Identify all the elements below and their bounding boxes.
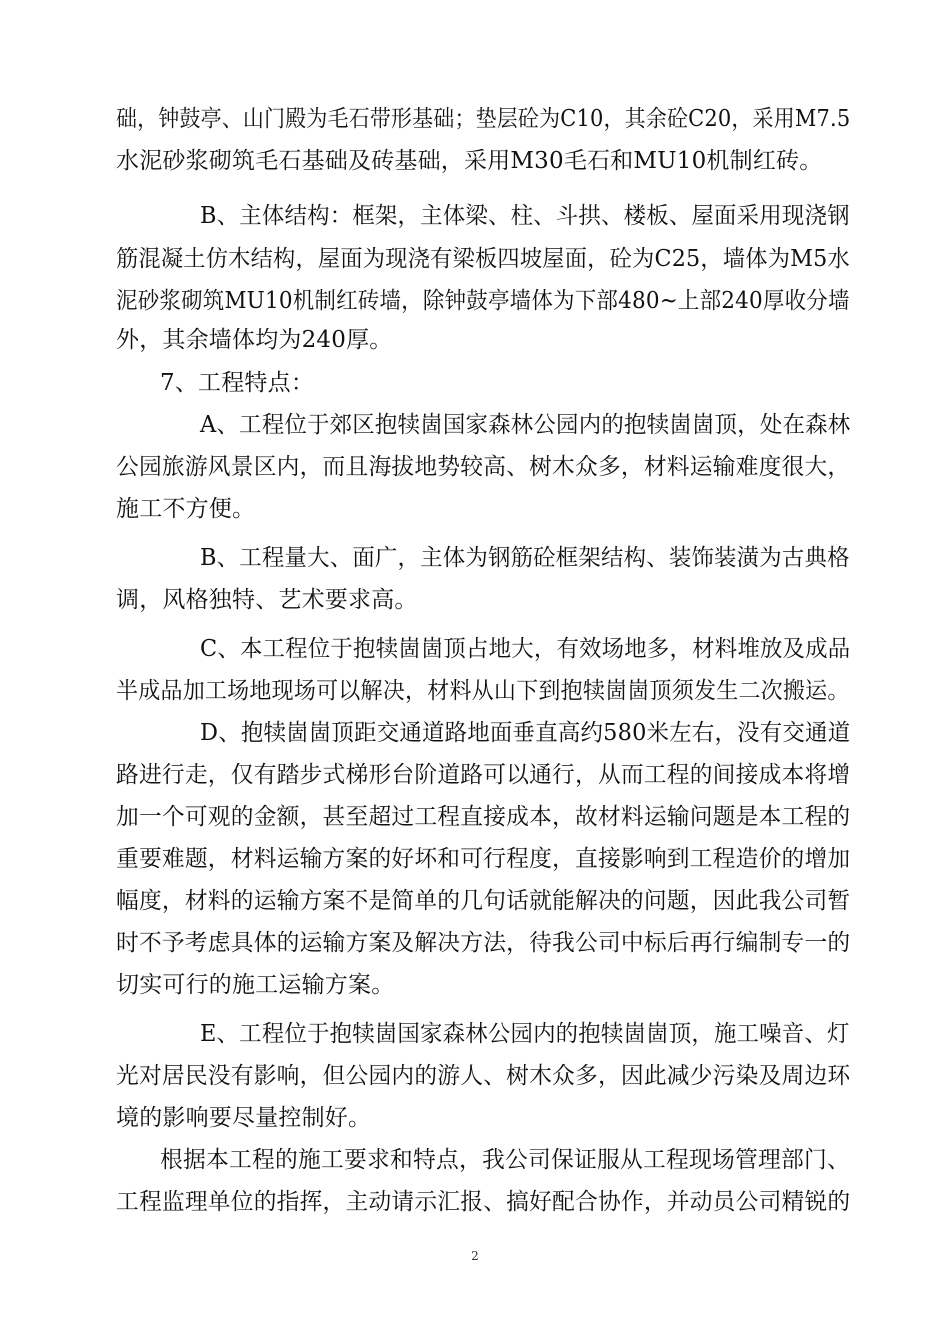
text-line: 光对居民没有影响，但公园内的游人、树木众多，因此减少污染及周边环 (116, 1063, 851, 1089)
text-line: C、本工程位于抱犊崮崮顶占地大，有效场地多，材料堆放及成品 (200, 636, 851, 662)
text-line: E、工程位于抱犊崮国家森林公园内的抱犊崮崮顶，施工噪音、灯 (200, 1021, 850, 1047)
text-line: 加一个可观的金额，甚至超过工程直接成本，故材料运输问题是本工程的 (116, 804, 851, 830)
text-line: A、工程位于郊区抱犊崮国家森林公园内的抱犊崮崮顶，处在森林 (200, 412, 851, 438)
text-line: 公园旅游风景区内，而且海拔地势较高、树木众多，材料运输难度很大， (116, 454, 851, 480)
text-line: 水泥砂浆砌筑毛石基础及砖基础，采用M30毛石和MU10机制红砖。 (116, 148, 823, 174)
section-heading: 7、工程特点： (160, 370, 315, 396)
text-line: 施工不方便。 (116, 496, 256, 522)
text-line: 根据本工程的施工要求和特点，我公司保证服从工程现场管理部门、 (160, 1147, 851, 1173)
text-line: 境的影响要尽量控制好。 (116, 1105, 372, 1131)
text-line: B、工程量大、面广，主体为钢筋砼框架结构、装饰装潢为古典格 (200, 545, 850, 571)
text-line: 重要难题，材料运输方案的好坏和可行程度，直接影响到工程造价的增加 (116, 846, 851, 872)
text-line: 外，其余墙体均为240厚。 (116, 327, 393, 353)
text-line: 幅度，材料的运输方案不是简单的几句话就能解决的问题，因此我公司暂 (116, 888, 851, 914)
page-number: 2 (471, 1249, 479, 1263)
text-line: 调，风格独特、艺术要求高。 (116, 587, 418, 613)
text-line: 切实可行的施工运输方案。 (116, 972, 395, 998)
text-line: B、主体结构：框架，主体梁、柱、斗拱、楼板、屋面采用现浇钢 (200, 203, 850, 229)
text-line: 路进行走，仅有踏步式梯形台阶道路可以通行，从而工程的间接成本将增 (116, 762, 851, 788)
text-line: 半成品加工场地现场可以解决，材料从山下到抱犊崮崮顶须发生二次搬运。 (116, 678, 850, 704)
text-line: 工程监理单位的指挥，主动请示汇报、搞好配合协作，并动员公司精锐的 (116, 1189, 851, 1215)
text-line: 时不予考虑具体的运输方案及解决方法，待我公司中标后再行编制专一的 (116, 930, 851, 956)
text-line: 础，钟鼓亭、山门殿为毛石带形基础；垫层砼为C10，其余砼C20，采用M7.5 (116, 106, 851, 132)
text-line: D、抱犊崮崮顶距交通道路地面垂直高约580米左右，没有交通道 (200, 720, 851, 746)
text-line: 筋混凝土仿木结构，屋面为现浇有梁板四坡屋面，砼为C25，墙体为M5水 (116, 246, 850, 272)
text-line: 泥砂浆砌筑MU10机制红砖墙，除钟鼓亭墙体为下部480~上部240厚收分墙 (116, 288, 850, 314)
